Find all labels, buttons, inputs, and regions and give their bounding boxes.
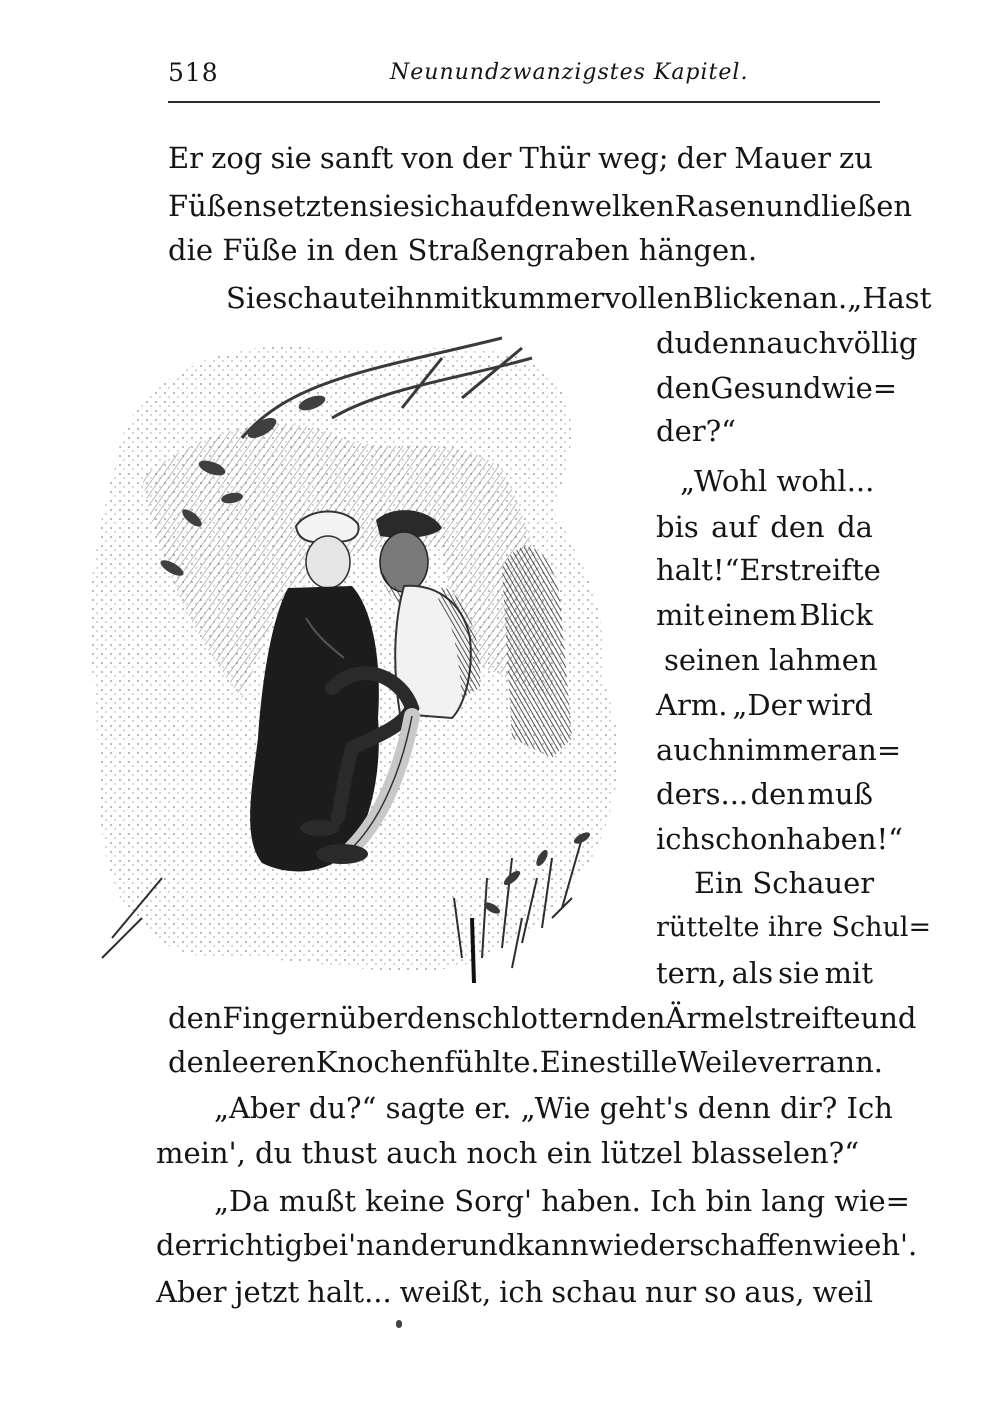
word: der xyxy=(461,141,512,175)
text-line xyxy=(156,1228,918,1262)
text-line xyxy=(656,371,898,405)
text-line xyxy=(656,510,873,544)
word: sie xyxy=(368,189,410,223)
word: nimmer xyxy=(726,733,841,767)
word: wird xyxy=(806,688,873,722)
word: leeren xyxy=(222,1045,316,1079)
text-line xyxy=(656,733,902,767)
word: Knochen xyxy=(315,1045,445,1079)
text-line: „Wohl wohl... xyxy=(680,464,875,498)
word: auf xyxy=(711,510,758,544)
word: bis xyxy=(656,510,699,544)
word: den xyxy=(770,510,825,544)
text-line xyxy=(656,822,904,856)
word: sie xyxy=(270,141,312,175)
word: Ärmel xyxy=(665,1001,755,1035)
word: stille xyxy=(605,1045,678,1079)
word: streifte xyxy=(754,1001,861,1035)
word: wieder xyxy=(588,1228,690,1262)
text-line xyxy=(656,598,873,632)
word: den xyxy=(515,189,571,223)
word: der xyxy=(156,1228,206,1262)
word: Gesund xyxy=(710,371,822,405)
text-line: Ein Schauer xyxy=(694,866,875,900)
word: sich xyxy=(409,189,469,223)
word: kummervollen xyxy=(481,281,693,315)
word: schau xyxy=(551,1275,638,1309)
word: halt... xyxy=(307,1275,392,1309)
word: muß xyxy=(807,777,873,811)
word: sanft xyxy=(319,141,394,175)
word: so xyxy=(704,1275,737,1309)
word: aus, xyxy=(744,1275,805,1309)
word: schlotternden xyxy=(461,1001,666,1035)
word: und xyxy=(765,189,822,223)
word: auf xyxy=(468,189,516,223)
word: jetzt xyxy=(234,1275,300,1309)
word: bei'nander xyxy=(303,1228,461,1262)
word: nur xyxy=(644,1275,697,1309)
text-line xyxy=(656,553,881,587)
word: weg; xyxy=(598,141,669,175)
word: den xyxy=(168,1045,223,1079)
text-line: „Aber du?“ sagte er. „Wie geht's denn dir? Ich xyxy=(214,1091,893,1125)
text-line: seinen lahmen xyxy=(664,643,878,677)
text-line: der?“ xyxy=(656,414,736,448)
word: Blicken xyxy=(692,281,803,315)
word: und xyxy=(460,1228,517,1262)
word: schaffen xyxy=(689,1228,813,1262)
word: und xyxy=(860,1001,917,1035)
word: Blick xyxy=(799,598,873,632)
page-speck xyxy=(396,1320,402,1328)
word: an. xyxy=(802,281,848,315)
text-line xyxy=(656,326,918,360)
word: Füßen xyxy=(168,189,263,223)
word: den xyxy=(656,371,711,405)
word: ich xyxy=(499,1275,544,1309)
word: welken xyxy=(570,189,675,223)
text-line xyxy=(168,141,873,175)
page-header xyxy=(168,52,880,92)
word: an= xyxy=(840,733,902,767)
word: einem xyxy=(706,598,797,632)
word: denn xyxy=(693,326,767,360)
word: Er xyxy=(739,553,775,587)
word: Eine xyxy=(539,1045,606,1079)
word: den xyxy=(407,1001,462,1035)
word: wie= xyxy=(821,371,898,405)
word: Fingern xyxy=(222,1001,339,1035)
word: ders... xyxy=(656,777,749,811)
word: ließen xyxy=(821,189,913,223)
word: Arm. xyxy=(656,688,728,722)
word: weil xyxy=(812,1275,873,1309)
word: setzten xyxy=(262,189,369,223)
page-number: 518 xyxy=(168,58,219,87)
engraving-illustration xyxy=(82,318,637,983)
word: da xyxy=(837,510,873,544)
word: wie xyxy=(812,1228,865,1262)
word: über xyxy=(338,1001,408,1035)
word: Er xyxy=(168,141,204,175)
word: auch xyxy=(766,326,838,360)
word: von xyxy=(401,141,454,175)
word: Rasen xyxy=(674,189,766,223)
text-line xyxy=(226,281,932,315)
word: schon xyxy=(700,822,787,856)
word: den xyxy=(168,1001,223,1035)
word: haben!“ xyxy=(786,822,904,856)
word: Weile xyxy=(677,1045,758,1079)
word: mit xyxy=(433,281,482,315)
text-line xyxy=(656,956,873,990)
word: fühlte. xyxy=(444,1045,540,1079)
word: als xyxy=(731,956,774,990)
word: du xyxy=(656,326,694,360)
text-line: rüttelte ihre Schul= xyxy=(656,912,932,943)
word: auch xyxy=(656,733,727,767)
word: richtig xyxy=(205,1228,304,1262)
text-line xyxy=(168,189,913,223)
text-line xyxy=(168,1045,883,1079)
word: ihn xyxy=(386,281,434,315)
word: verrann. xyxy=(757,1045,883,1079)
word: sie xyxy=(778,956,820,990)
word: schaute xyxy=(272,281,387,315)
word: „Der xyxy=(732,688,802,722)
text-line xyxy=(656,777,873,811)
header-rule xyxy=(168,101,880,103)
running-head: Neunundzwanzigstes Kapitel. xyxy=(390,60,749,85)
text-line: mein', du thust auch noch ein lützel blasselen?“ xyxy=(156,1136,860,1170)
word: mit xyxy=(656,598,705,632)
word: der xyxy=(676,141,727,175)
text-line: „Da mußt keine Sorg' haben. Ich bin lang wie= xyxy=(214,1184,910,1218)
text-line xyxy=(168,1001,917,1035)
word: den xyxy=(750,777,805,811)
word: Mauer xyxy=(734,141,831,175)
word: Sie xyxy=(226,281,273,315)
word: kann xyxy=(516,1228,589,1262)
word: Thür xyxy=(519,141,591,175)
word: mit xyxy=(824,956,873,990)
word: „Hast xyxy=(847,281,932,315)
word: streifte xyxy=(774,553,881,587)
word: halt!“ xyxy=(656,553,740,587)
text-line: die Füße in den Straßengraben hängen. xyxy=(168,233,758,267)
word: völlig xyxy=(837,326,918,360)
word: tern, xyxy=(656,956,727,990)
text-line xyxy=(656,688,873,722)
word: Aber xyxy=(156,1275,227,1309)
text-line xyxy=(156,1275,873,1309)
word: ich xyxy=(656,822,701,856)
word: zog xyxy=(211,141,263,175)
word: weißt, xyxy=(399,1275,492,1309)
word: zu xyxy=(839,141,873,175)
word: eh'. xyxy=(864,1228,918,1262)
